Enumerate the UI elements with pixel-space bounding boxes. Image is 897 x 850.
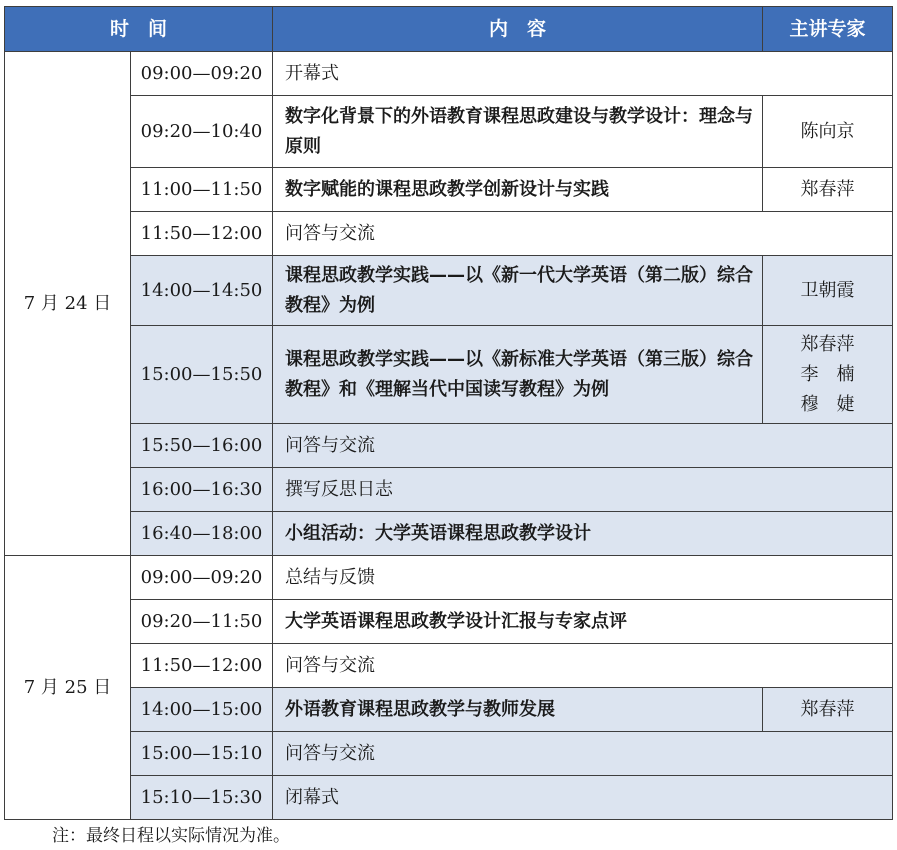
speaker-cell (763, 96, 893, 168)
header-row (5, 7, 893, 52)
header-speaker: 主讲专家 (763, 7, 893, 52)
content-cell: 撰写反思日志 (273, 468, 893, 512)
speaker-name: 卫朝霞 (800, 279, 855, 301)
time-cell: 15:00—15:50 (131, 326, 273, 424)
schedule-row (5, 512, 893, 556)
content-cell: 课程思政教学实践——以《新一代大学英语（第二版）综合教程》为例 (273, 256, 763, 326)
schedule-row (5, 424, 893, 468)
content-cell: 问答与交流 (273, 644, 893, 688)
content-cell: 课程思政教学实践——以《新标准大学英语（第三版）综合教程》和《理解当代中国读写教程》为例 (273, 326, 763, 424)
time-cell: 15:00—15:10 (131, 732, 273, 776)
speaker-name: 陈向京 (800, 120, 855, 142)
content-cell: 数字化背景下的外语教育课程思政建设与教学设计：理念与原则 (273, 96, 763, 168)
speaker-name: 郑春萍 (800, 178, 855, 200)
time-cell: 14:00—15:00 (131, 688, 273, 732)
time-cell: 14:00—14:50 (131, 256, 273, 326)
schedule-row (5, 168, 893, 212)
content-cell: 问答与交流 (273, 424, 893, 468)
content-cell: 小组活动：大学英语课程思政教学设计 (273, 512, 893, 556)
content-cell: 闭幕式 (273, 776, 893, 820)
content-cell: 大学英语课程思政教学设计汇报与专家点评 (273, 600, 893, 644)
time-cell: 15:50—16:00 (131, 424, 273, 468)
header-time: 时 间 (5, 7, 273, 52)
time-cell: 16:40—18:00 (131, 512, 273, 556)
date-cell: 7 月 24 日 (5, 52, 131, 556)
schedule-body (5, 52, 893, 820)
time-cell: 09:00—09:20 (131, 52, 273, 96)
schedule-row (5, 52, 893, 96)
speaker-cell (763, 688, 893, 732)
speaker-name: 李 楠 (800, 363, 855, 385)
time-cell: 15:10—15:30 (131, 776, 273, 820)
content-cell: 数字赋能的课程思政教学创新设计与实践 (273, 168, 763, 212)
schedule-row (5, 732, 893, 776)
speaker-name: 郑春萍 (800, 698, 855, 720)
time-cell: 16:00—16:30 (131, 468, 273, 512)
time-cell: 09:20—11:50 (131, 600, 273, 644)
time-cell: 11:50—12:00 (131, 644, 273, 688)
speaker-cell (763, 256, 893, 326)
content-cell: 外语教育课程思政教学与教师发展 (273, 688, 763, 732)
footnote: 注：最终日程以实际情况为准。 (52, 826, 290, 846)
schedule-row (5, 644, 893, 688)
schedule-row (5, 256, 893, 326)
speaker-cell (763, 326, 893, 424)
content-cell: 问答与交流 (273, 732, 893, 776)
schedule-row (5, 96, 893, 168)
schedule-row (5, 688, 893, 732)
speaker-cell (763, 168, 893, 212)
content-cell: 问答与交流 (273, 212, 893, 256)
schedule-row (5, 600, 893, 644)
schedule-table (4, 6, 893, 820)
schedule-row (5, 468, 893, 512)
schedule-row (5, 776, 893, 820)
time-cell: 11:00—11:50 (131, 168, 273, 212)
time-cell: 11:50—12:00 (131, 212, 273, 256)
schedule-row (5, 212, 893, 256)
speaker-name: 郑春萍 (800, 333, 855, 355)
header-content: 内 容 (273, 7, 763, 52)
content-cell: 开幕式 (273, 52, 893, 96)
date-cell: 7 月 25 日 (5, 556, 131, 820)
time-cell: 09:20—10:40 (131, 96, 273, 168)
time-cell: 09:00—09:20 (131, 556, 273, 600)
content-cell: 总结与反馈 (273, 556, 893, 600)
schedule-row (5, 326, 893, 424)
schedule-row (5, 556, 893, 600)
speaker-name: 穆 婕 (800, 393, 855, 415)
